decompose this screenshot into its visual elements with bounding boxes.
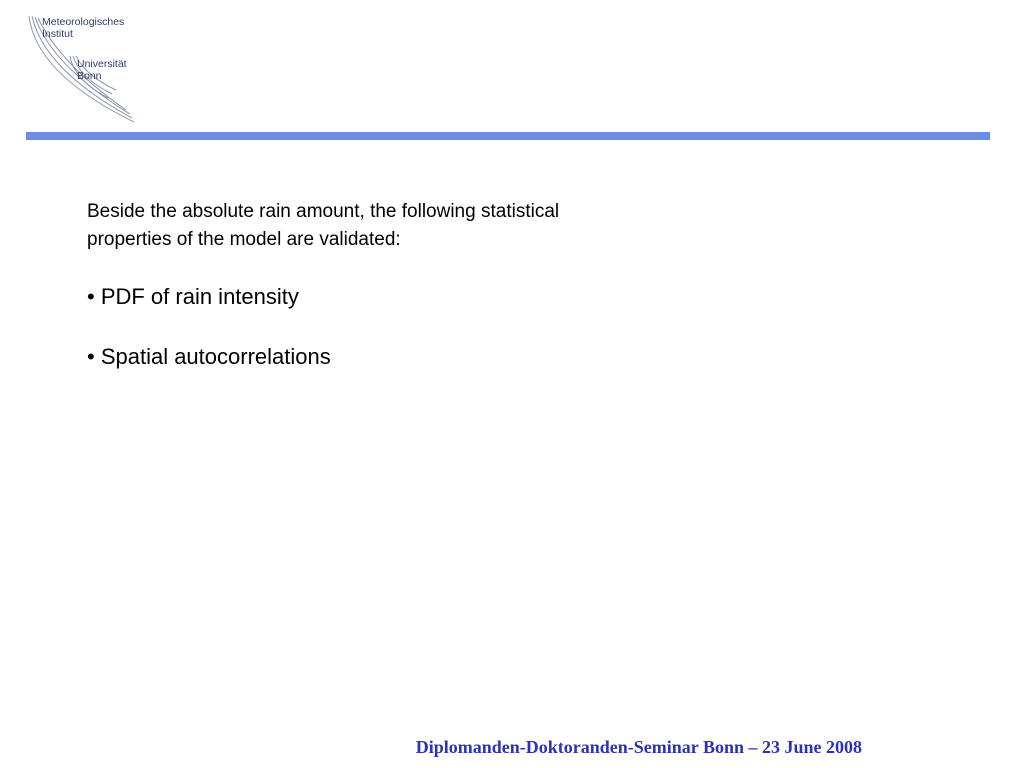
logo-text-institut: Institut xyxy=(42,28,73,40)
header-divider xyxy=(26,132,990,140)
footer-text: Diplomanden-Doktoranden-Seminar Bonn – 23 June 2008 xyxy=(415,737,862,757)
institute-logo xyxy=(26,14,146,126)
logo-text-bonn: Bonn xyxy=(77,70,102,82)
bullet-item: • PDF of rain intensity xyxy=(87,284,299,309)
intro-paragraph: Beside the absolute rain amount, the following statistical properties of the model are validated: xyxy=(87,201,560,250)
logo-text-universitaet: Universität xyxy=(77,58,127,70)
slide-body xyxy=(87,198,787,371)
logo-text-meteorologisches: Meteorologisches xyxy=(42,16,125,28)
bullet-item: • Spatial autocorrelations xyxy=(87,344,331,369)
